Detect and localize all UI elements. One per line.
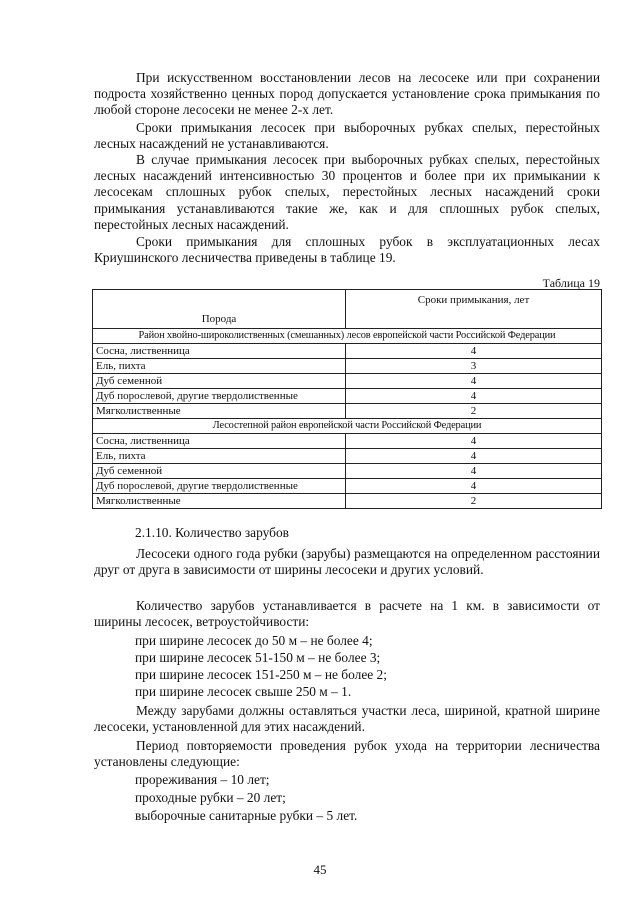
years-cell: 4	[346, 389, 602, 404]
species-cell: Ель, пихта	[93, 449, 346, 464]
table-caption: Таблица 19	[542, 276, 600, 290]
species-cell: Дуб семенной	[93, 374, 346, 389]
paragraph-cutting-areas: Лесосеки одного года рубки (зарубы) размещаются на определенном расстоянии друг от друга в зависимости от ширины лесосеки и других условий.	[94, 546, 600, 578]
list-item: при ширине лесосек 151-250 м – не более 2;	[135, 667, 387, 682]
section-title-forest-steppe: Лесостепной район европейской части Российской Федерации	[93, 419, 602, 434]
section-title-mixed-forest: Район хвойно-широколиственных (смешанных) лесов европейской части Российской Федерации	[93, 329, 602, 344]
years-cell: 4	[346, 344, 602, 359]
paragraph-artificial-restoration: При искусственном восстановлении лесов на лесосеке или при сохранении подроста хозяйственно ценных пород допускается установление срока примыкания по любой стороне лесосеки не менее 2-х лет.	[94, 70, 600, 118]
species-cell: Ель, пихта	[93, 359, 346, 374]
paragraph-table-reference: Сроки примыкания для сплошных рубок в эксплуатационных лесах Криушинского лесничества приведены в таблице 19.	[94, 234, 600, 266]
years-cell: 4	[346, 434, 602, 449]
table-row	[93, 464, 602, 479]
list-item: проходные рубки – 20 лет;	[135, 790, 286, 805]
paragraph-selective-felling: Сроки примыкания лесосек при выборочных рубках спелых, перестойных лесных насаждений не устанавливаются.	[94, 120, 600, 152]
paragraph-adjacency-case: В случае примыкания лесосек при выборочных рубках спелых, перестойных лесных насаждений интенсивностью 30 процентов и более при их примыкании к лесосекам сплошных рубок спелых, перестойных лесных насаждений сроки примыкания устанавливаются такие же, как и для сплошных рубок спелых, перестойных лесных насаждений.	[94, 152, 600, 232]
table-row	[93, 479, 602, 494]
page-number: 45	[313, 862, 327, 877]
years-cell: 4	[346, 479, 602, 494]
table-row	[93, 449, 602, 464]
table-row	[93, 434, 602, 449]
paragraph-cutting-count: Количество зарубов устанавливается в расчете на 1 км. в зависимости от ширины лесосек, ветроустойчивости:	[94, 598, 600, 630]
species-cell: Сосна, лиственница	[93, 434, 346, 449]
table-row	[93, 389, 602, 404]
list-item: при ширине лесосек свыше 250 м – 1.	[135, 684, 352, 699]
table-row	[93, 404, 602, 419]
paragraph-between-cuttings: Между зарубами должны оставляться участки леса, шириной, кратной ширине лесосеки, установленной для этих насаждений.	[94, 703, 600, 735]
table-section-row	[93, 419, 602, 434]
years-cell: 4	[346, 449, 602, 464]
species-cell: Сосна, лиственница	[93, 344, 346, 359]
years-cell: 2	[346, 404, 602, 419]
list-item: прореживания – 10 лет;	[135, 772, 270, 787]
years-cell: 4	[346, 464, 602, 479]
years-cell: 3	[346, 359, 602, 374]
table-row	[93, 374, 602, 389]
species-cell: Мягколиственные	[93, 404, 346, 419]
paragraph-care-period: Период повторяемости проведения рубок ухода на территории лесничества установлены следующие:	[94, 738, 600, 770]
species-cell: Дуб порослевой, другие твердолиственные	[93, 479, 346, 494]
table-header-row	[93, 290, 602, 329]
species-cell: Дуб порослевой, другие твердолиственные	[93, 389, 346, 404]
section-heading: 2.1.10. Количество зарубов	[135, 525, 289, 540]
years-cell: 2	[346, 494, 602, 509]
header-terms: Сроки примыкания, лет	[346, 290, 602, 329]
species-cell: Мягколиственные	[93, 494, 346, 509]
header-species: Порода	[93, 290, 346, 329]
table-section-row	[93, 329, 602, 344]
table-row	[93, 494, 602, 509]
list-item: выборочные санитарные рубки – 5 лет.	[135, 808, 358, 823]
table-row	[93, 344, 602, 359]
list-item: при ширине лесосек 51-150 м – не более 3;	[135, 650, 381, 665]
list-item: при ширине лесосек до 50 м – не более 4;	[135, 633, 373, 648]
species-cell: Дуб семенной	[93, 464, 346, 479]
years-cell: 4	[346, 374, 602, 389]
table-row	[93, 359, 602, 374]
adjacency-terms-table	[92, 289, 602, 509]
